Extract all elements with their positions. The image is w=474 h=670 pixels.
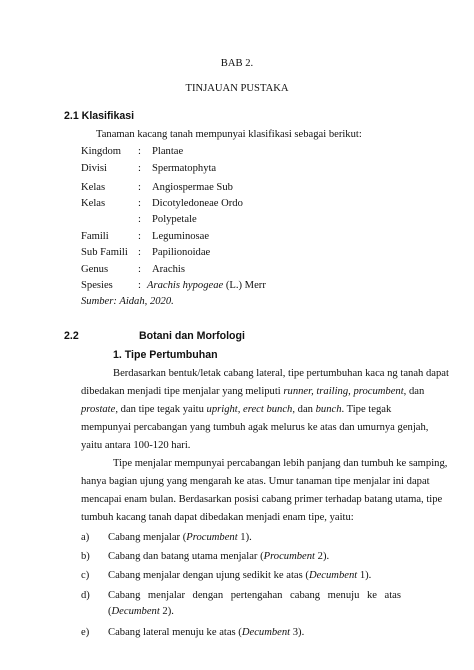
paragraph-line: Berdasarkan bentuk/letak cabang lateral, tipe pertumbuhan kaca ng tanah dapat <box>113 368 449 379</box>
chapter-title: TINJAUAN PUSTAKA <box>185 83 289 94</box>
row-value <box>147 279 266 292</box>
list-marker: b) <box>81 551 90 562</box>
row-value: Arachis <box>152 264 185 275</box>
row-label: Kingdom <box>81 146 122 157</box>
list-text <box>108 626 304 639</box>
row-label: Genus <box>81 264 109 275</box>
text-run: 3). <box>290 627 305 638</box>
row-value: Leguminosae <box>152 231 210 242</box>
text-run: Cabang menjalar dengan pertengahan cabang menuju ke atas <box>108 590 401 601</box>
row-separator: : <box>138 214 141 225</box>
chapter-label: BAB 2. <box>220 58 254 69</box>
text-run: . Tipe tegak <box>341 404 392 415</box>
row-label: Famili <box>81 231 109 242</box>
row-value: Dicotyledoneae Ordo <box>152 198 243 209</box>
classification-intro: Tanaman kacang tanah mempunyai klasifikasi sebagai berikut: <box>96 129 362 140</box>
text-run-italic: Decumbent <box>241 627 291 638</box>
row-value: Papilionoidae <box>152 247 211 258</box>
subheading-tipe-pertumbuhan: 1. Tipe Pertumbuhan <box>113 349 218 361</box>
text-run: , dan <box>403 386 425 397</box>
text-run: 1). <box>237 532 252 543</box>
row-value: Plantae <box>152 146 184 157</box>
row-separator: : <box>138 247 141 258</box>
list-marker: e) <box>81 627 90 638</box>
row-value: Polypetale <box>152 214 197 225</box>
paragraph-line: yaitu antara 100-120 hari. <box>81 440 191 451</box>
list-text <box>108 569 371 582</box>
paragraph-line <box>81 385 424 398</box>
species-name: Arachis hypogeae <box>147 280 224 291</box>
text-run-italic: Procumbent <box>186 532 238 543</box>
row-separator: : <box>138 146 141 157</box>
text-run: Cabang dan batang utama menjalar ( <box>108 551 264 562</box>
section-number: 2.2 <box>64 330 79 342</box>
list-text <box>108 589 401 602</box>
text-run: ( <box>108 606 112 617</box>
text-run: Cabang lateral menuju ke atas ( <box>108 627 242 638</box>
text-run: , dan tipe tegak yaitu <box>115 404 207 415</box>
section-heading-botani: Botani dan Morfologi <box>139 330 245 342</box>
list-text <box>108 550 329 563</box>
row-value: Spermatophyta <box>152 163 217 174</box>
row-label: Divisi <box>81 163 107 174</box>
row-separator: : <box>138 280 141 291</box>
text-run-italic: prostate <box>81 404 116 415</box>
list-marker: d) <box>81 590 90 601</box>
text-run: 2). <box>315 551 330 562</box>
row-label: Kelas <box>81 198 106 209</box>
species-author: (L.) Merr <box>223 280 266 291</box>
text-run-italic: Procumbent <box>263 551 315 562</box>
list-text <box>108 531 252 544</box>
text-run-italic: upright, erect bunch <box>206 404 293 415</box>
section-heading-klasifikasi: 2.1 Klasifikasi <box>64 110 135 122</box>
row-label: Sub Famili <box>81 247 128 258</box>
row-separator: : <box>138 198 141 209</box>
text-run-italic: Decumbent <box>308 570 358 581</box>
paragraph-line: hanya bagian ujung yang mengarah ke atas. Umur tanaman tipe menjalar ini dapat <box>81 476 430 487</box>
row-label: Kelas <box>81 182 106 193</box>
paragraph-line: tumbuh kacang tanah dapat dibedakan menjadi enam tipe, yaitu: <box>81 512 354 523</box>
text-run-italic: runner, trailing, procumbent <box>283 386 404 397</box>
text-run-italic: Decumbent <box>111 606 160 617</box>
list-text-continuation <box>108 605 174 618</box>
classification-source: Sumber: Aidah, 2020. <box>81 296 174 307</box>
text-run: 1). <box>357 570 372 581</box>
paragraph-line <box>81 403 391 416</box>
text-run: 2). <box>159 606 174 617</box>
text-run: dibedakan menjadi tipe menjalar yang meliputi <box>81 386 284 397</box>
row-separator: : <box>138 231 141 242</box>
text-run: Cabang menjalar ( <box>108 532 187 543</box>
row-label: Spesies <box>81 280 113 291</box>
paragraph-line: mencapai enam bulan. Berdasarkan posisi cabang primer terhadap batang utama, tipe <box>81 494 443 505</box>
paragraph-line: Tipe menjalar mempunyai percabangan lebih panjang dan tumbuh ke samping, <box>113 458 448 469</box>
text-run-italic: bunch <box>315 404 342 415</box>
list-marker: a) <box>81 532 90 543</box>
row-separator: : <box>138 163 141 174</box>
row-separator: : <box>138 264 141 275</box>
paragraph-line: mempunyai percabangan yang tumbuh agak melurus ke atas dan umurnya genjah, <box>81 422 429 433</box>
text-run: , dan <box>292 404 316 415</box>
text-run: Cabang menjalar dengan ujung sedikit ke atas ( <box>108 570 309 581</box>
row-value: Angiospermae Sub <box>152 182 233 193</box>
row-separator: : <box>138 182 141 193</box>
list-marker: c) <box>81 570 90 581</box>
